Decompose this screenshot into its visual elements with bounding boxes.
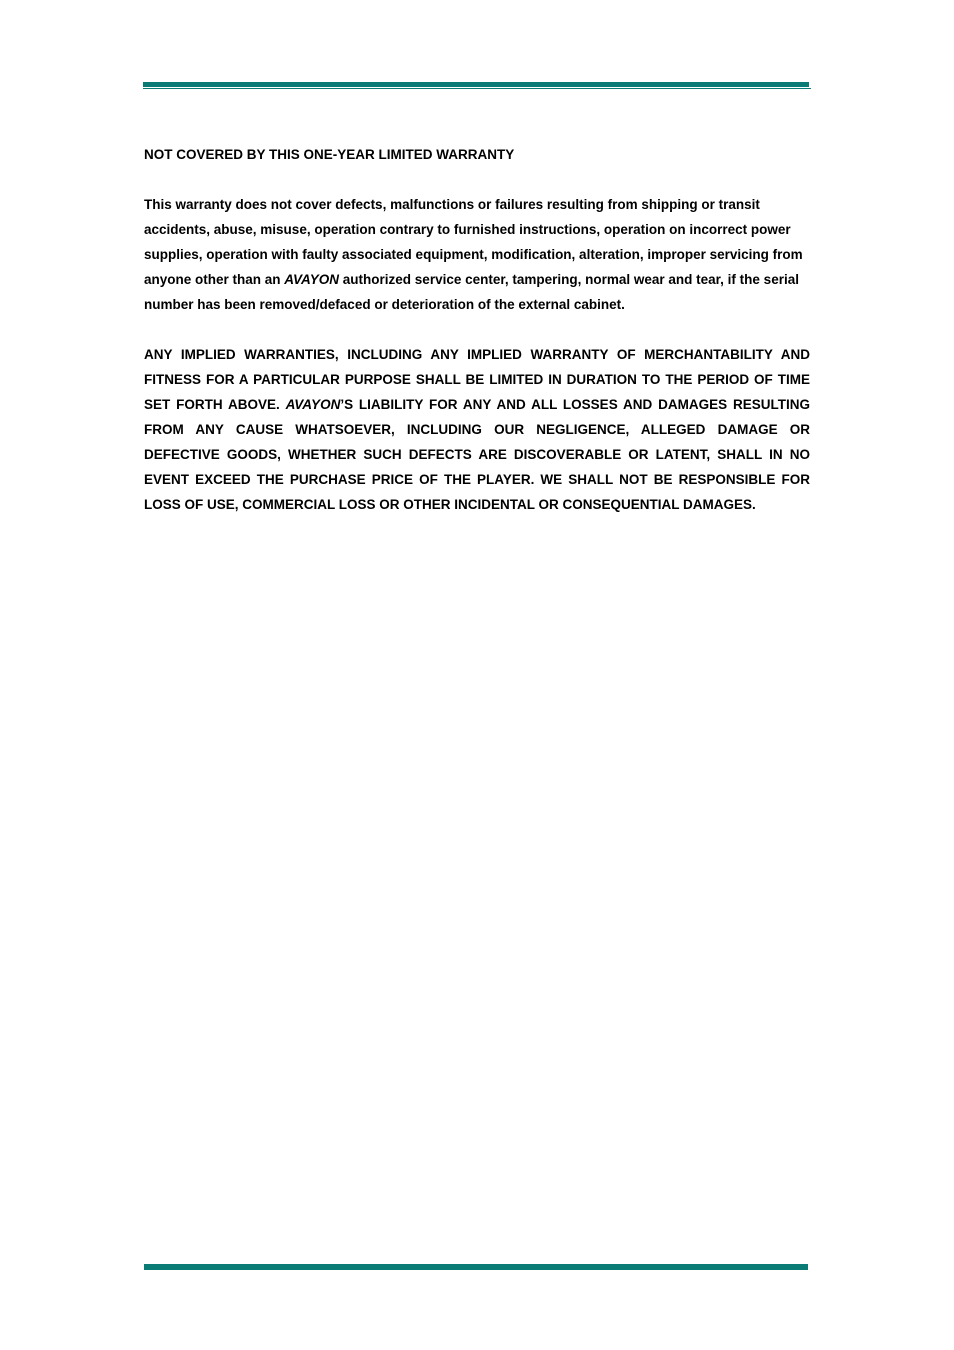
section-heading: NOT COVERED BY THIS ONE-YEAR LIMITED WARRANTY bbox=[144, 147, 515, 162]
paragraph2-text-start: ANY IMPLIED WARRANTIES, INCLUDING ANY IMPLIED WARRANTY OF MERCHANTABILITY AND FITNESS FOR A PARTICULAR PURPOSE SHALL BE LIMITED IN DURATION TO THE PERIOD OF TIME SET FORTH ABOVE. bbox=[144, 347, 810, 412]
paragraph1-text-end: authorized service center, tampering, normal wear and tear, if the serial number has been removed/defaced or deterioration of the external cabinet. bbox=[144, 272, 799, 312]
header-rule bbox=[143, 82, 809, 87]
page-content bbox=[144, 142, 810, 542]
brand-name: AVAYON bbox=[284, 272, 340, 287]
footer-rule bbox=[144, 1264, 808, 1270]
paragraph1-text-start: This warranty does not cover defects, malfunctions or failures resulting from shipping or transit accidents, abuse, misuse, operation contrary to furnished instructions, operation on incorrect power supplies, operation with faulty associated equipment, modification, alteration, improper servicing from anyone other than an bbox=[144, 197, 803, 287]
paragraph2-text-end: ’S LIABILITY FOR ANY AND ALL LOSSES AND DAMAGES RESULTING FROM ANY CAUSE WHATSOEVER, INCLUDING OUR NEGLIGENCE, ALLEGED DAMAGE OR DEFECTIVE GOODS, WHETHER SUCH DEFECTS ARE DISCOVERABLE OR LATENT, SHALL IN NO EVENT EXCEED THE PURCHASE PRICE OF THE PLAYER. WE SHALL NOT BE RESPONSIBLE FOR LOSS OF USE, COMMERCIAL LOSS OR OTHER INCIDENTAL OR CONSEQUENTIAL DAMAGES. bbox=[144, 397, 810, 512]
header-rule-thin bbox=[143, 88, 811, 89]
implied-warranties-paragraph bbox=[144, 342, 810, 517]
brand-name: AVAYON bbox=[285, 397, 341, 412]
warranty-exclusions-paragraph bbox=[144, 192, 810, 317]
